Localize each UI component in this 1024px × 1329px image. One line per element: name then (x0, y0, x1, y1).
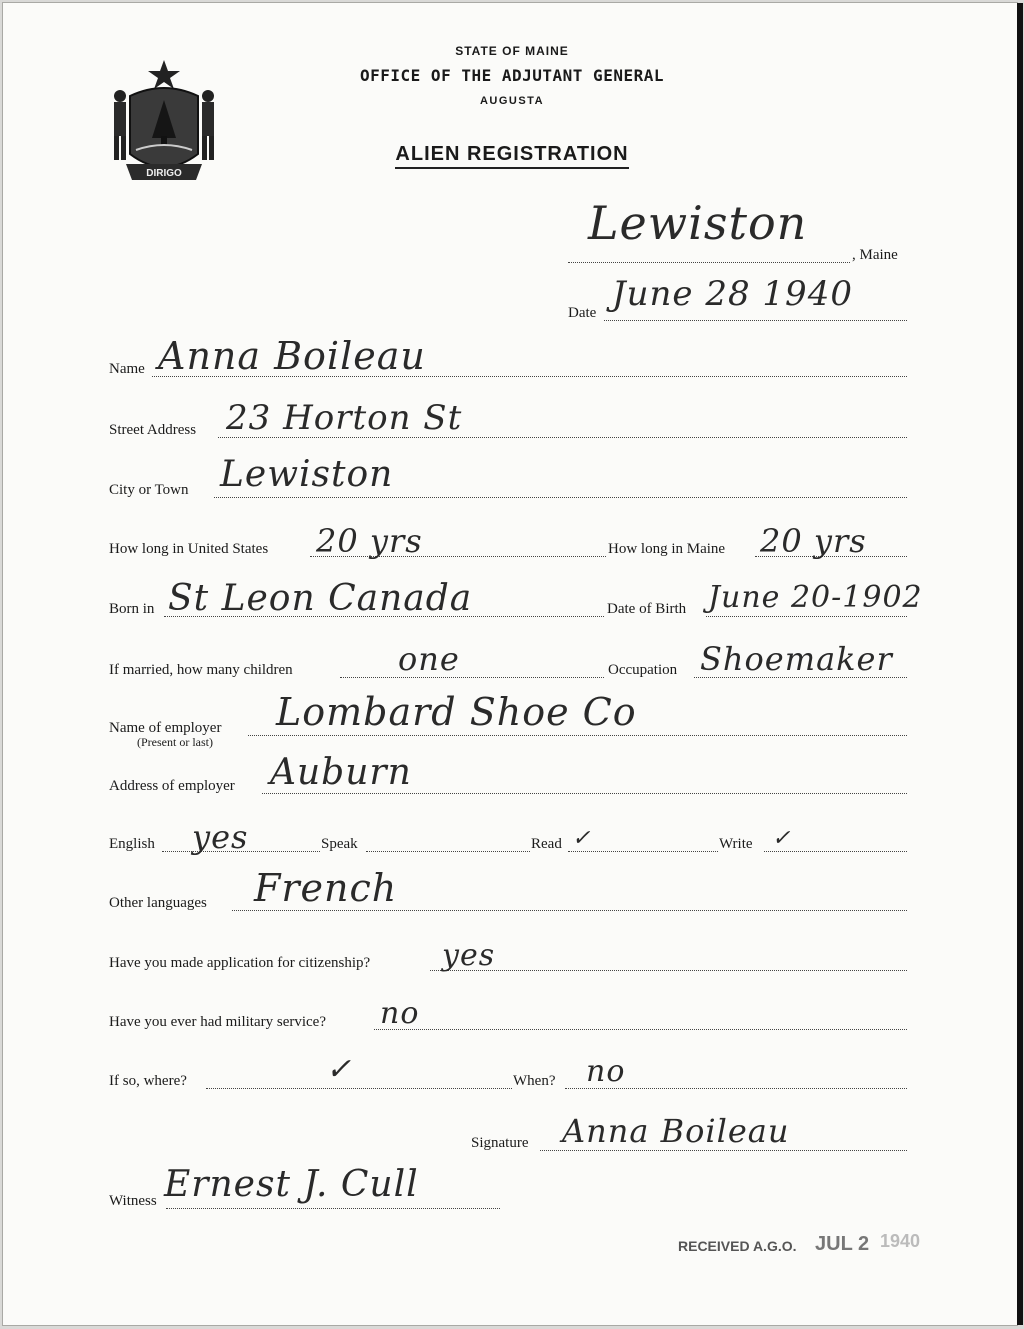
header-state: STATE OF MAINE (455, 44, 569, 58)
date-line (604, 320, 907, 321)
citizenship-value: yes (442, 938, 496, 973)
when-value: no (586, 1054, 626, 1089)
employer-line (248, 735, 907, 736)
children-value: one (398, 640, 460, 678)
place-line (568, 262, 850, 263)
english-label: English (109, 836, 155, 852)
write-value: ✓ (772, 826, 792, 851)
how-long-us-value: 20 yrs (316, 522, 423, 560)
how-long-maine-label: How long in Maine (608, 541, 726, 557)
other-languages-value: French (254, 866, 398, 910)
header-city: AUGUSTA (479, 95, 545, 107)
employer-label: Name of employer (109, 720, 222, 736)
employer-address-value: Auburn (270, 752, 412, 793)
witness-label: Witness (109, 1193, 157, 1209)
place-value: Lewiston (588, 196, 808, 250)
when-label: When? (513, 1073, 556, 1089)
occupation-label: Occupation (608, 662, 678, 678)
witness-line (166, 1208, 500, 1209)
city-value: Lewiston (220, 454, 394, 495)
where-label: If so, where? (109, 1073, 187, 1089)
city-label: City or Town (109, 482, 189, 498)
date-value: June 28 1940 (612, 274, 853, 314)
date-of-birth-value: June 20-1902 (708, 580, 923, 615)
signature-line (540, 1150, 907, 1151)
scan-edge (1017, 3, 1023, 1325)
received-stamp-date: JUL 2 (815, 1233, 870, 1255)
form-title-text: ALIEN REGISTRATION (395, 143, 628, 169)
other-languages-label: Other languages (109, 895, 207, 911)
military-label: Have you ever had military service? (109, 1014, 326, 1030)
write-label: Write (719, 836, 753, 852)
svg-text:DIRIGO: DIRIGO (146, 168, 182, 179)
where-line (206, 1088, 512, 1089)
signature-label: Signature (471, 1135, 529, 1151)
other-languages-line (232, 910, 907, 911)
maine-label: , Maine (852, 247, 898, 263)
how-long-us-label: How long in United States (109, 541, 269, 557)
employer-address-line (262, 793, 907, 794)
name-value: Anna Boileau (158, 334, 426, 378)
speak-label: Speak (321, 836, 358, 852)
children-label: If married, how many children (109, 662, 293, 678)
received-stamp-year: 1940 (880, 1231, 921, 1251)
name-label: Name (109, 361, 145, 377)
employer-note: (Present or last) (137, 735, 213, 749)
write-line (764, 851, 907, 852)
military-line (374, 1029, 907, 1030)
employer-value: Lombard Shoe Co (276, 690, 637, 734)
signature-value: Anna Boileau (562, 1112, 790, 1150)
header-office: OFFICE OF THE ADJUTANT GENERAL (360, 66, 664, 85)
english-value: yes (192, 818, 249, 856)
citizenship-line (430, 970, 907, 971)
children-line (340, 677, 604, 678)
city-line (214, 497, 907, 498)
date-label: Date (568, 305, 597, 321)
born-in-label: Born in (109, 601, 155, 617)
where-value: ✓ (326, 1052, 353, 1087)
how-long-maine-value: 20 yrs (760, 522, 867, 560)
street-value: 23 Horton St (226, 398, 463, 438)
form-title (0, 143, 1024, 166)
date-of-birth-line (706, 616, 907, 617)
speak-line (366, 851, 530, 852)
military-value: no (380, 996, 420, 1031)
occupation-value: Shoemaker (700, 640, 893, 678)
received-stamp: RECEIVED A.G.O. (678, 1238, 797, 1254)
date-of-birth-label: Date of Birth (607, 601, 687, 617)
read-label: Read (531, 836, 562, 852)
read-line (568, 851, 718, 852)
read-value: ✓ (572, 826, 592, 851)
street-label: Street Address (109, 422, 197, 438)
employer-address-label: Address of employer (109, 778, 235, 794)
born-in-value: St Leon Canada (168, 578, 473, 619)
citizenship-label: Have you made application for citizenship? (109, 955, 371, 971)
witness-value: Ernest J. Cull (164, 1164, 419, 1205)
